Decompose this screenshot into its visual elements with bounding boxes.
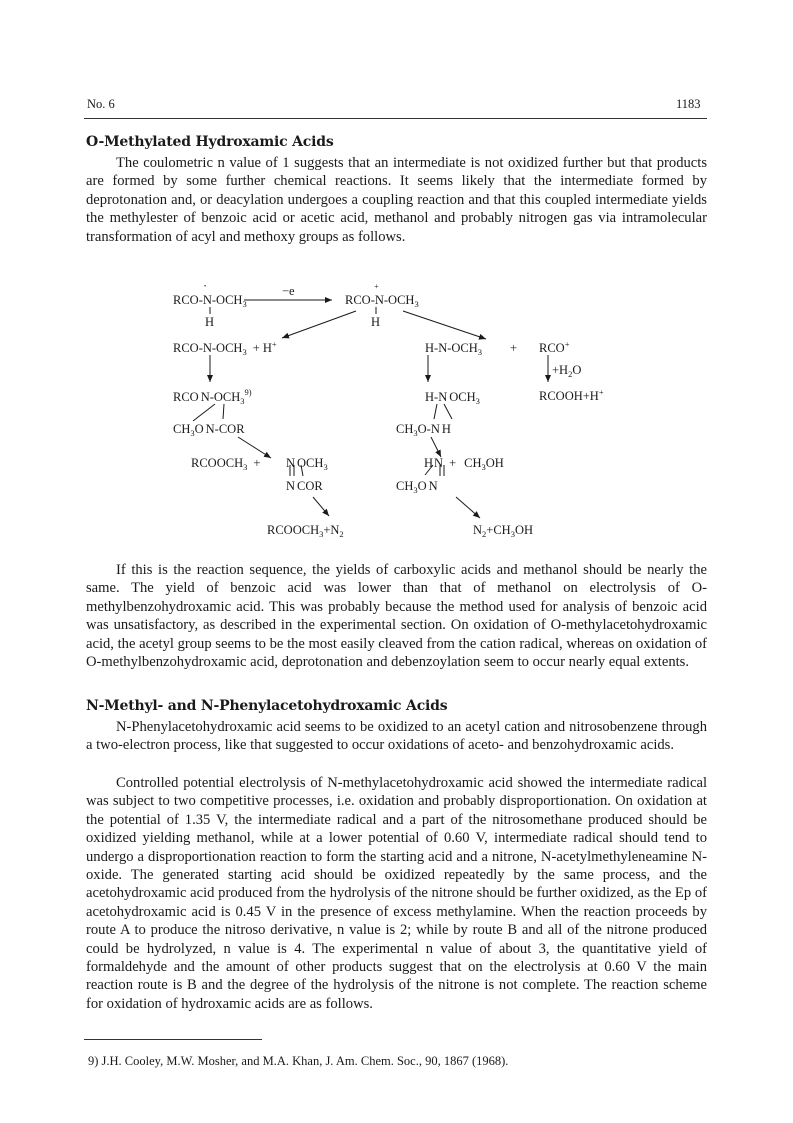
scheme-start: RCO-$N-OCH_3$ (173, 293, 247, 309)
scheme-rcooch3: $RCOOCH_3$ + (191, 456, 261, 472)
scheme-cation-plus: + (374, 281, 379, 291)
journal-issue: No. 6 (87, 97, 115, 111)
scheme-dimer-b-bottom: $CH_3O-N$ H (396, 422, 451, 438)
paragraph-electrolysis: Controlled potential electrolysis of N-methylacetohydroxamic acid showed the intermediate radical was subject to two competitive processes, i.e. oxidation and probably disproportionation. On oxidation at the potential of 1.35 V, the intermediate radical and a part of the nitrosomethane produced should be oxidized yielding methanol, while at a lower potential of 0.60 V, intermediate radical should tend to undergo a disproportionation reaction to form the starting acid and a nitrone, N-acetylmethyleneamine N-oxide. The generated starting acid should be oxidized repeatedly by the same process, and the acetohydroxamic acid produced from the hydrolysis of the nitrone should be further oxidized, as the Ep of acetohydroxamic acid is 0.45 V in the presence of excess methylamine. When the reaction proceeds by route A to produce the nitroso derivative, n value is 2; while by route B and all of the nitrone produced could be hydrolyzed, n value is 4. The experimental n value of about 3, the quantitative yield of formaldehyde and the amount of other products suggest that on the electrolysis at 0.60 V the main reaction route is B and the degree of the hydrolysis of the nitrone is not complete. The reaction scheme for oxidation of hydroxamic acids are as follows. (86, 775, 707, 1012)
scheme-h2o: $+H_2O$ (552, 363, 582, 379)
scheme-h-2: H (371, 315, 381, 329)
scheme-ring-b-top: HN + $CH_3OH$ (424, 456, 504, 472)
paragraph-n-phenyl: N-Phenylacetohydroxamic acid seems to be oxidized to an acetyl cation and nitrosobenzene through a two-electron process, like that suggested to occur oxidations of aceto- and benzohydroxamic acids. (86, 719, 707, 754)
scheme-rco: RCO+ (539, 339, 570, 355)
scheme-product-a: $RCOOCH_3+N_2$ (267, 523, 344, 539)
scheme-right1: $H-N-OCH_3$ (425, 341, 483, 357)
section-heading-o-methylated: O-Methylated Hydroxamic Acids (86, 134, 334, 150)
scheme-left1: RCO-$N-OCH_3 + H^+$ (173, 339, 277, 357)
scheme-dot: · (203, 279, 208, 293)
scheme-dimer-a-bottom: $CH_3O$ N-COR (173, 422, 245, 438)
section-heading-n-methyl: N-Methyl- and N-Phenylacetohydroxamic Acids (86, 698, 448, 714)
page-number: 1183 (676, 97, 701, 111)
scheme-ring-a-top: N $OCH_3$ (286, 456, 328, 472)
scheme-dimer-b-top: H-N $OCH_3$ (425, 390, 480, 406)
footnote-9: 9) J.H. Cooley, M.W. Mosher, and M.A. Khan, J. Am. Chem. Soc., 90, 1867 (1968). (88, 1054, 509, 1068)
scheme-product-b: $N_2+CH_3OH$ (473, 523, 534, 539)
paragraph-yields: If this is the reaction sequence, the yields of carboxylic acids and methanol should be nearly the same. The yield of benzoic acid was lower than that of methanol on electrolysis of O-methylbenzohydroxamic acid. This was probably because the method used for analysis of benzoic acid was unsatisfactory, as described in the experimental section. On oxidation of O-methylacetohydroxamic acid, the acetyl group seems to be the most easily cleaved from the cation radical, whereas on oxidation of O-methylbenzohydroxamic acid, deprotonation and debenzoylation seem to occur nearly equal extents. (86, 562, 707, 671)
scheme-cation: RCO-$N-OCH_3$ (345, 293, 419, 309)
scheme-arrow-label: −e (282, 284, 295, 298)
scheme-ring-b-bottom: $CH_3O$ N (396, 479, 438, 495)
paragraph-intro: The coulometric n value of 1 suggests that an intermediate is not oxidized further but that products are formed by some further chemical reactions. It seems likely that the intermediate formed by deprotonation and, or deacylation undergoes a coupling reaction and that this coupled intermediate yields the methylester of benzoic acid or acetic acid, methanol and probably nitrogen gas via intramolecular transformation of acyl and methoxy groups as follows. (86, 155, 707, 245)
scheme-ring-a-bottom: N COR (286, 479, 323, 493)
scheme-h-1: H (205, 315, 215, 329)
scheme-rcooh: RCOOH+H+ (539, 387, 604, 403)
scheme-dimer-a-top: RCO $N-OCH_3^{9)}$ (173, 387, 252, 406)
footnote-rule (84, 1039, 262, 1040)
scheme-plus-1: + (510, 341, 518, 355)
